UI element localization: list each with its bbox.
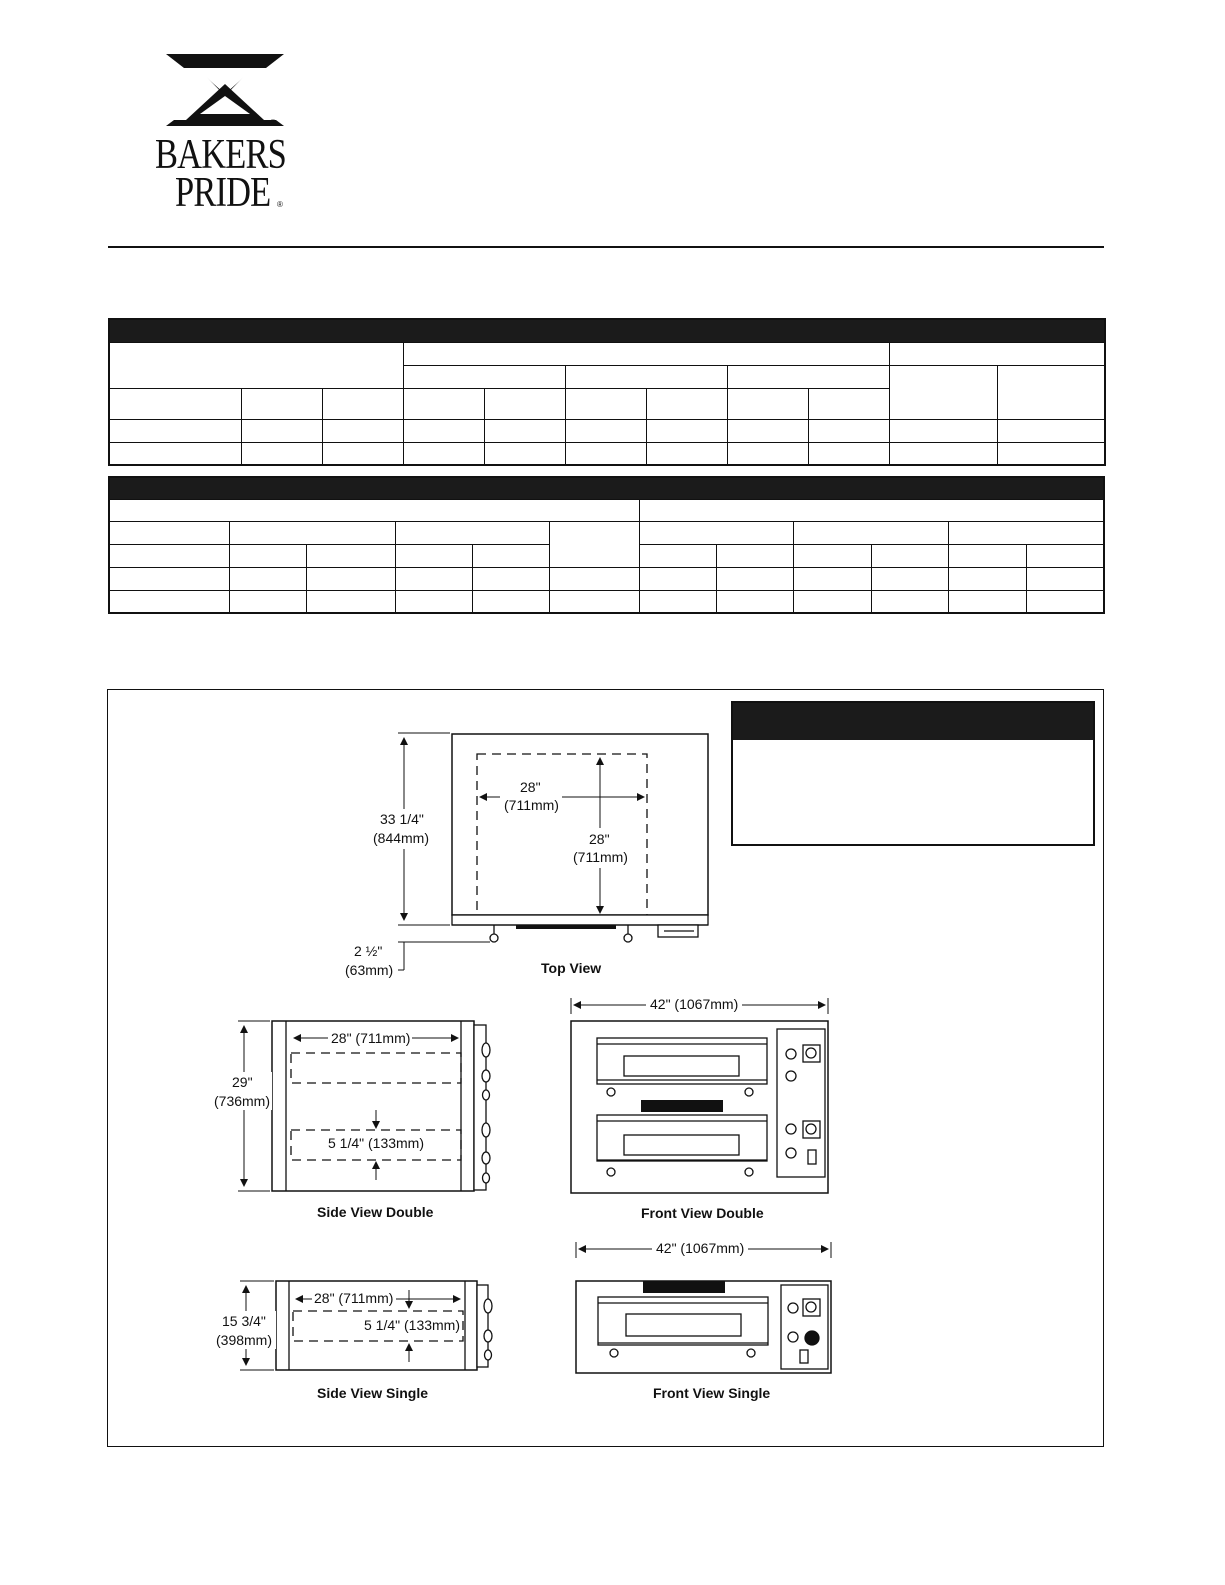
top-view-deck-width-in: 28" [520,779,541,795]
top-view-leg-offset-mm: (63mm) [345,962,394,978]
brand-name-line-1: BAKERS [155,132,286,178]
front-double-width: 42" (1067mm) [650,996,739,1012]
brand-name-line-2: PRIDE [175,170,271,216]
side-single-height-mm: (398mm) [216,1332,273,1348]
side-view-single-caption: Side View Single [317,1385,429,1401]
side-double-height-mm: (736mm) [214,1093,271,1109]
front-view-single-drawing [576,1242,831,1373]
side-double-deck-depth: 28" (711mm) [331,1030,411,1046]
side-single-deck-depth: 28" (711mm) [314,1290,394,1306]
side-single-deck-height: 5 1/4" (133mm) [364,1317,461,1333]
registered-mark: ® [270,118,276,127]
top-view-deck-width-mm: (711mm) [504,797,559,813]
front-view-single-caption: Front View Single [653,1385,771,1401]
top-view-deck-depth-mm: (711mm) [573,849,628,865]
side-double-height-in: 29" [232,1074,253,1090]
top-view-drawing [398,733,708,970]
side-double-deck-height: 5 1/4" (133mm) [328,1135,425,1151]
front-view-double-caption: Front View Double [641,1205,764,1221]
top-view-depth-mm: (844mm) [373,830,430,846]
front-single-width: 42" (1067mm) [656,1240,745,1256]
side-single-height-in: 15 3/4" [222,1313,266,1329]
side-view-double-caption: Side View Double [317,1204,434,1220]
top-view-depth-in: 33 1/4" [380,811,424,827]
top-view-deck-depth-in: 28" [589,831,610,847]
registered-mark: ® [277,200,283,209]
front-view-double-drawing [571,998,828,1193]
top-view-leg-offset-in: 2 ½" [354,943,383,959]
side-view-double-drawing [238,1021,490,1191]
top-view-caption: Top View [541,960,602,976]
